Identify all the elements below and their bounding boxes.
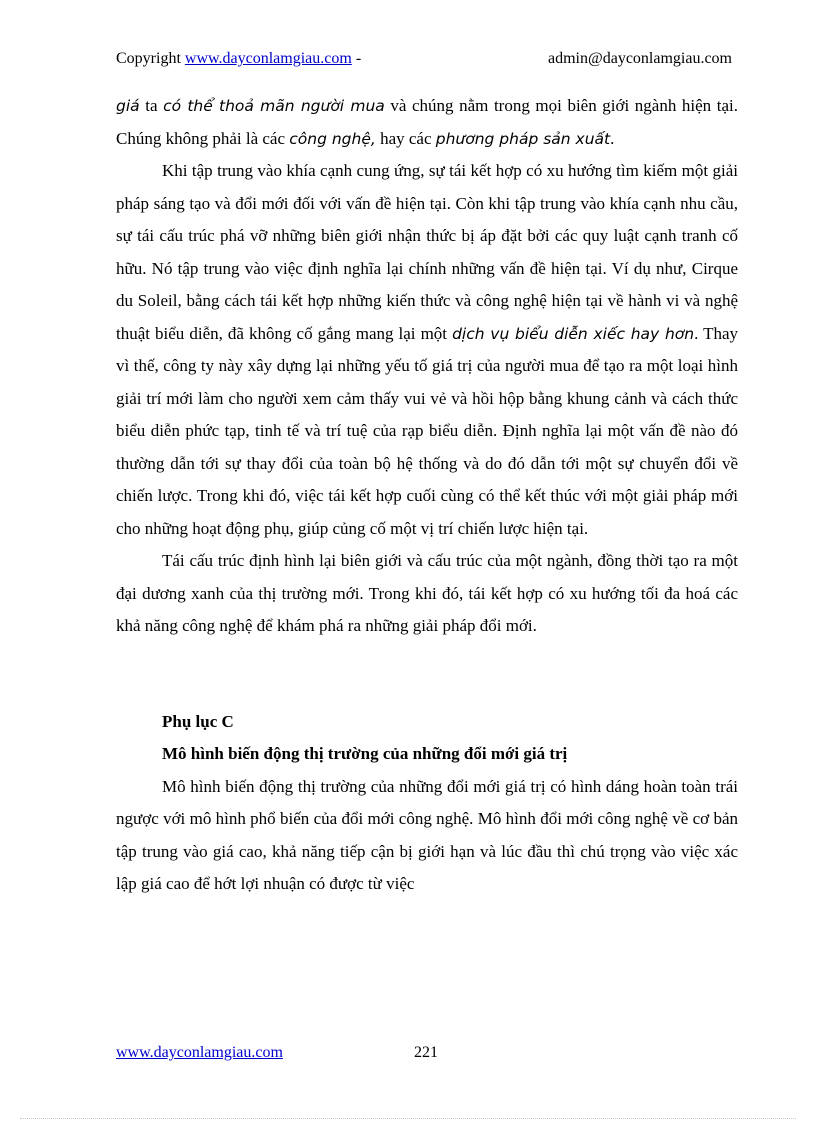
- page-bottom-divider: [20, 1118, 796, 1119]
- italic-span: giá: [116, 97, 140, 115]
- appendix-label: Phụ lục C: [162, 711, 234, 731]
- page-body: [116, 90, 738, 901]
- header-site-link[interactable]: www.dayconlamgiau.com: [184, 50, 352, 67]
- header-separator: -: [355, 50, 362, 67]
- italic-span: có thể thoả mãn người mua: [163, 97, 385, 115]
- paragraph-2: [116, 155, 738, 545]
- section-title: Mô hình biến động thị trường của những đổi mới giá trị: [162, 744, 568, 763]
- footer-site-link[interactable]: www.dayconlamgiau.com: [116, 1044, 283, 1061]
- text-span: .: [610, 128, 615, 148]
- italic-span: công nghệ,: [289, 129, 376, 148]
- paragraph-4: Mô hình biến động thị trường của những đổi mới giá trị có hình dáng hoàn toàn trái ngược với mô hình phổ biến của đổi mới công nghệ. Mô hình đổi mới công nghệ về cơ bản tập trung vào giá cao, khả năng tiếp cận bị giới hạn và lúc đầu thì chú trọng vào việc xác lập giá cao để hớt lợi nhuận có được từ việc: [116, 776, 738, 893]
- copyright-label: Copyright: [116, 50, 181, 67]
- text-span: và chúng nằm trong mọi biên giới ngành hiện tại. Chúng không phải là các: [116, 96, 739, 148]
- header-email[interactable]: admin@dayconlamgiau.com: [547, 50, 732, 67]
- paragraph-1: [116, 90, 738, 155]
- page-footer: [116, 1042, 738, 1064]
- italic-span: phương pháp sản xuất: [435, 129, 611, 148]
- copyright-line: [116, 48, 361, 70]
- paragraph-3: Tái cấu trúc định hình lại biên giới và cấu trúc của một ngành, đồng thời tạo ra một đại dương xanh của thị trường mới. Trong khi đó, tái kết hợp có xu hướng tối đa hoá các khả năng công nghệ để khám phá ra những giải pháp đổi mới.: [116, 551, 738, 635]
- section-gap: [116, 643, 738, 706]
- text-span: hay các: [375, 128, 436, 148]
- page-number: 221: [414, 1044, 438, 1061]
- page-header: [116, 48, 736, 70]
- italic-span: dịch vụ biểu diễn xiếc hay hơn: [452, 324, 695, 343]
- text-span: . Thay vì thế, công ty này xây dựng lại những yếu tố giá trị của người mua để tạo ra một loại hình giải trí mới làm cho người xem cảm thấy vui vẻ và hồi hộp bằng khung cảnh và cách thức biểu diễn phức tạp, tinh tế và trí tuệ của rạp biểu diễn. Định nghĩa lại một vấn đề nào đó thường dẫn tới sự thay đổi của toàn bộ hệ thống và do đó dẫn tới một sự chuyển đổi về chiến lược. Trong khi đó, việc tái kết hợp cuối cùng có thể kết thúc với một giải pháp mới cho những hoạt động phụ, giúp củng cố một vị trí chiến lược hiện tại.: [116, 323, 738, 538]
- text-span: ta: [139, 96, 164, 115]
- text-span: Khi tập trung vào khía cạnh cung ứng, sự tái kết hợp có xu hướng tìm kiếm một giải pháp sáng tạo và đổi mới đối với vấn đề hiện tại. Còn khi tập trung vào khía cạnh nhu cầu, sự tái cấu trúc phá vỡ những biên giới nhận thức bị áp đặt bởi các quy luật cạnh tranh cố hữu. Nó tập trung vào việc định nghĩa lại chính những vấn đề hiện tại. Ví dụ như, Cirque du Soleil, bằng cách tái kết hợp những kiến thức và công nghệ hiện tại về hành vi và nghệ thuật biểu diễn, đã không cố gắng mang lại một: [116, 161, 738, 343]
